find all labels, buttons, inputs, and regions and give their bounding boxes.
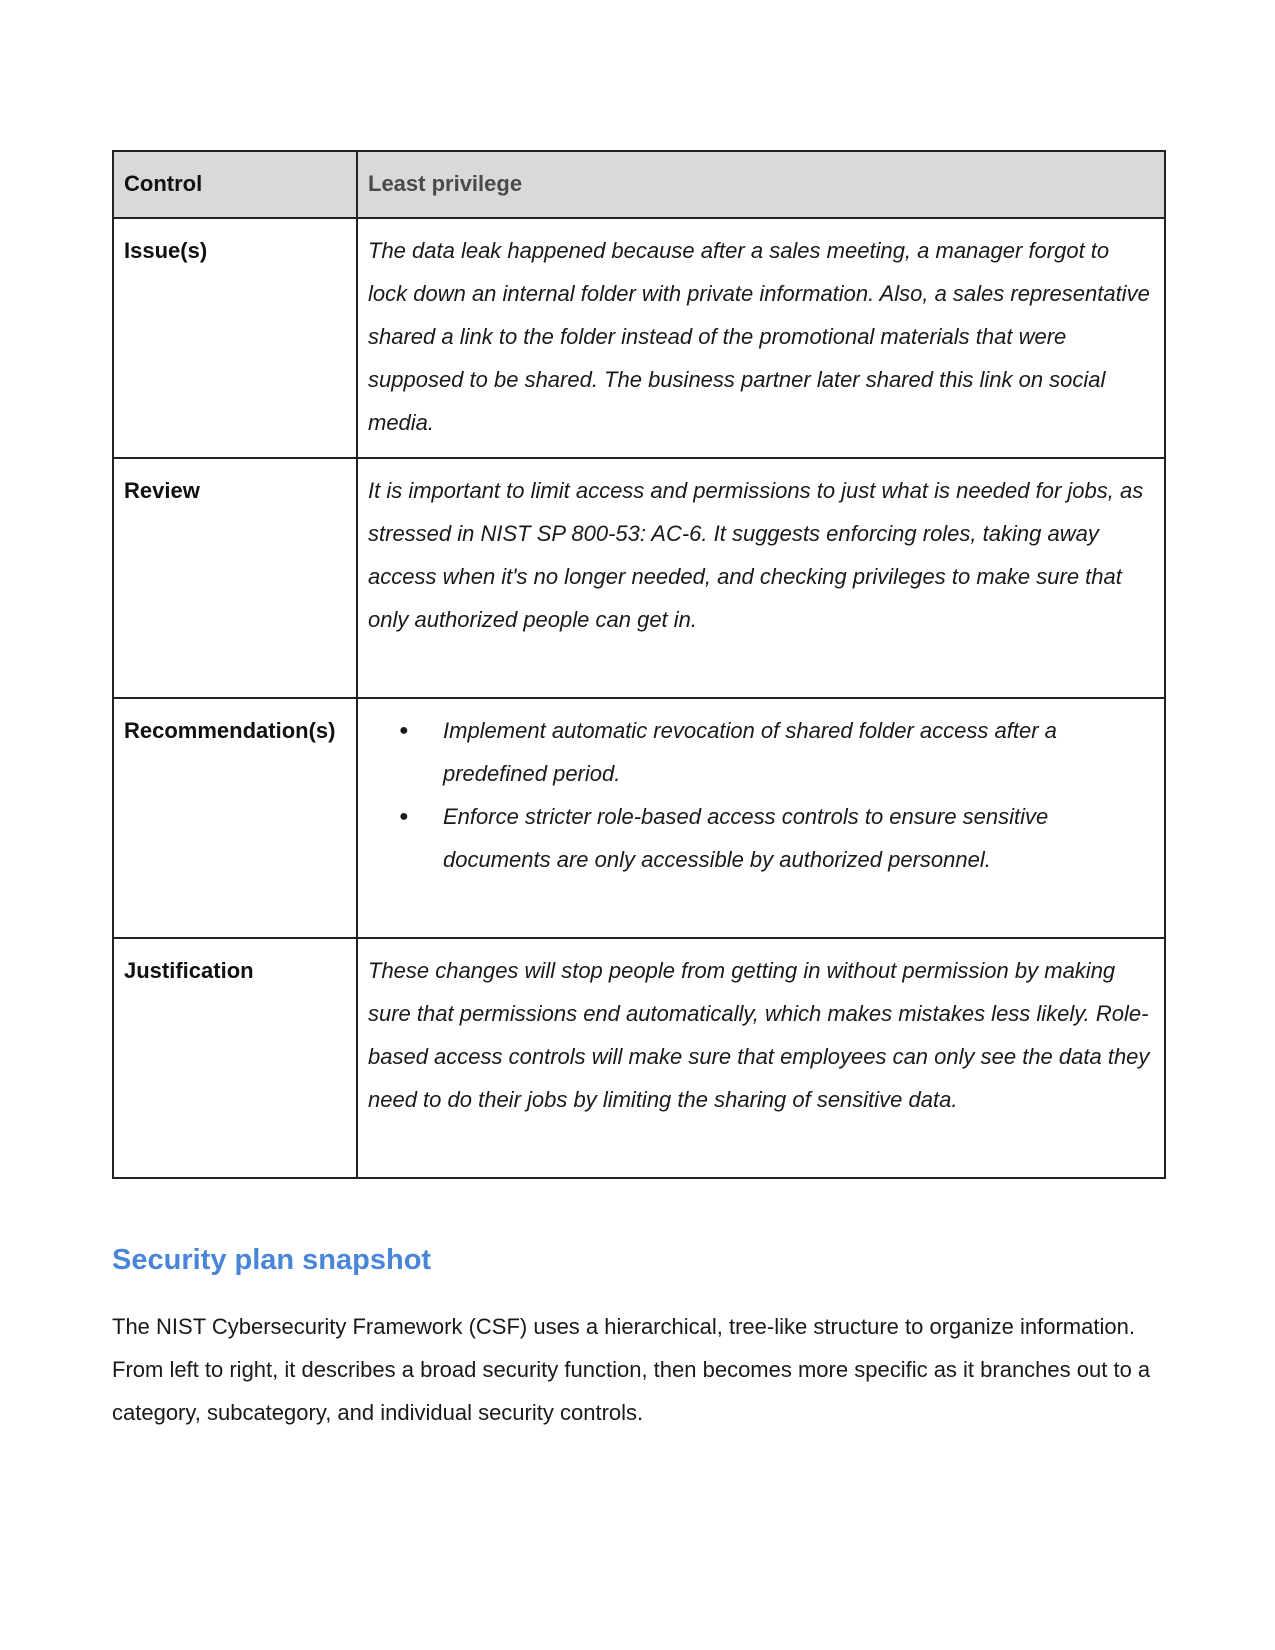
table-row bbox=[113, 698, 1165, 938]
table-header-row bbox=[113, 151, 1165, 218]
table-row bbox=[113, 218, 1165, 458]
list-item bbox=[399, 709, 1154, 795]
table-row bbox=[113, 458, 1165, 698]
list-item bbox=[399, 795, 1154, 881]
recommendations-list bbox=[368, 709, 1154, 881]
justification-label: Justification bbox=[113, 938, 357, 1178]
control-table bbox=[112, 150, 1166, 1179]
bullet-icon: ● bbox=[399, 808, 409, 825]
control-label: Control bbox=[113, 151, 357, 218]
recommendation-text: Enforce stricter role-based access controls to ensure sensitive documents are only accessible by authorized personnel. bbox=[443, 804, 1049, 872]
review-label: Review bbox=[113, 458, 357, 698]
table-row bbox=[113, 938, 1165, 1178]
recommendations-label: Recommendation(s) bbox=[113, 698, 357, 938]
recommendation-text: Implement automatic revocation of shared folder access after a predefined period. bbox=[443, 718, 1057, 786]
review-text: It is important to limit access and permissions to just what is needed for jobs, as stressed in NIST SP 800-53: AC-6. It suggests enforcing roles, taking away access when it's no longer needed, and checking privileges to make sure that only authorized people can get in. bbox=[357, 458, 1165, 698]
justification-text: These changes will stop people from getting in without permission by making sure that permissions end automatically, which makes mistakes less likely. Role-based access controls will make sure that employees can only see the data they need to do their jobs by limiting the sharing of sensitive data. bbox=[357, 938, 1165, 1178]
bullet-icon: ● bbox=[399, 722, 409, 739]
recommendations-cell bbox=[357, 698, 1165, 938]
issues-text: The data leak happened because after a sales meeting, a manager forgot to lock down an internal folder with private information. Also, a sales representative shared a link to the folder instead of the promotional materials that were supposed to be shared. The business partner later shared this link on social media. bbox=[357, 218, 1165, 458]
control-value: Least privilege bbox=[357, 151, 1165, 218]
section-heading: Security plan snapshot bbox=[112, 1244, 432, 1276]
section-paragraph: The NIST Cybersecurity Framework (CSF) uses a hierarchical, tree-like structure to organize information. From left to right, it describes a broad security function, then becomes more specific as it branches out to a category, subcategory, and individual security controls. bbox=[112, 1314, 1151, 1425]
issues-label: Issue(s) bbox=[113, 218, 357, 458]
